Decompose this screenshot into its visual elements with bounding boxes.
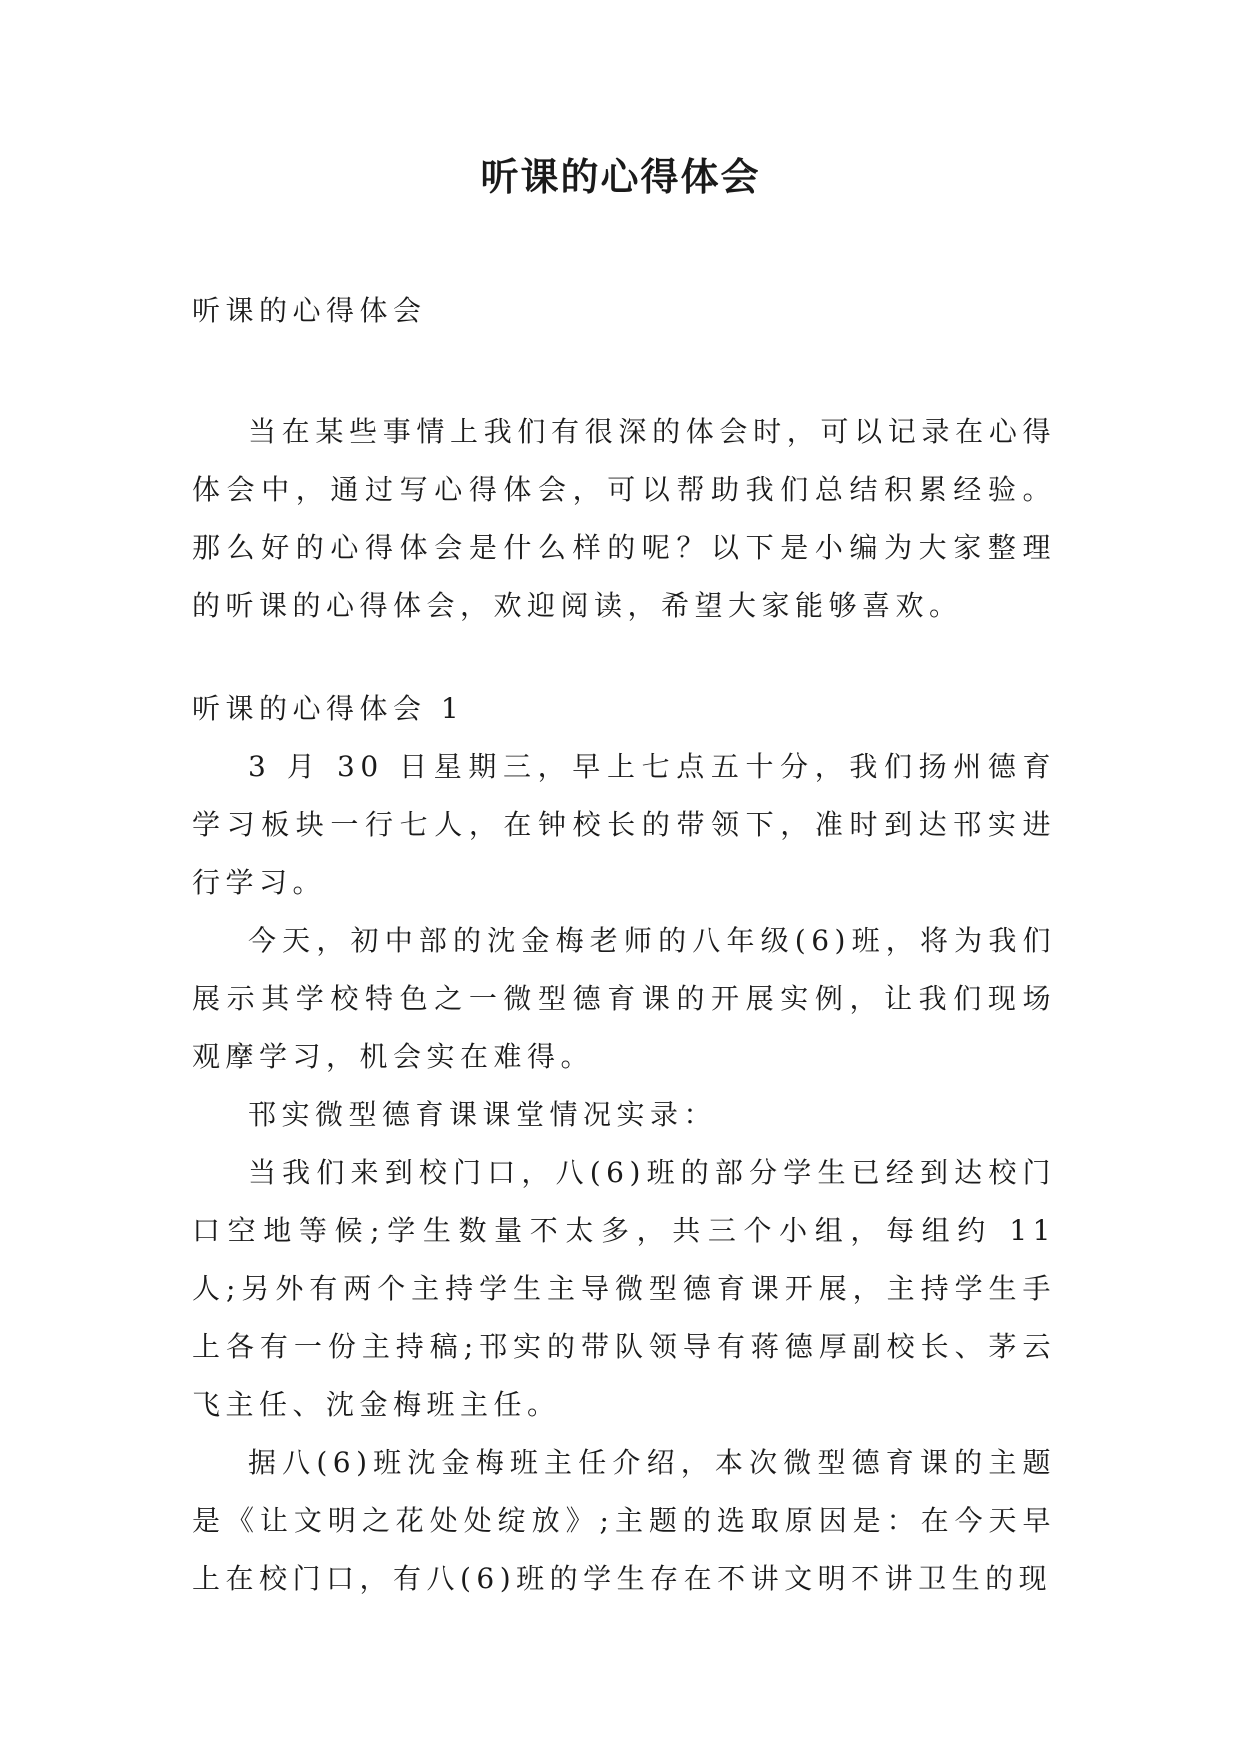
paragraph-2: 今天，初中部的沈金梅老师的八年级(6)班，将为我们展示其学校特色之一微型德育课的开展实例，让我们现场观摩学习，机会实在难得。: [192, 924, 1056, 1073]
paragraph-5: 据八(6)班沈金梅班主任介绍，本次微型德育课的主题是《让文明之花处处绽放》;主题的选取原因是：在今天早上在校门口，有八(6)班的学生存在不讲文明不讲卫生的现: [192, 1446, 1056, 1595]
document-subtitle: 听课的心得体会: [192, 294, 427, 327]
paragraph-1: 3 月 30 日星期三，早上七点五十分，我们扬州德育学习板块一行七人，在钟校长的带领下，准时到达邗实进行学习。: [192, 750, 1056, 899]
paragraph-4: 当我们来到校门口，八(6)班的部分学生已经到达校门口空地等候;学生数量不太多，共三个小组，每组约 11 人;另外有两个主持学生主导微型德育课开展，主持学生手上各有一份主持稿;邗实的带队领导有蒋德厚副校长、茅云飞主任、沈金梅班主任。: [192, 1156, 1056, 1421]
document-title: 听课的心得体会: [480, 155, 761, 199]
section-heading: 听课的心得体会 1: [192, 692, 465, 725]
paragraph-3: 邗实微型德育课课堂情况实录：: [248, 1098, 718, 1131]
section-1: [192, 680, 1056, 1608]
intro-paragraph: 当在某些事情上我们有很深的体会时，可以记录在心得体会中，通过写心得体会，可以帮助我们总结积累经验。那么好的心得体会是什么样的呢？以下是小编为大家整理的听课的心得体会，欢迎阅读，希望大家能够喜欢。: [192, 415, 1056, 622]
